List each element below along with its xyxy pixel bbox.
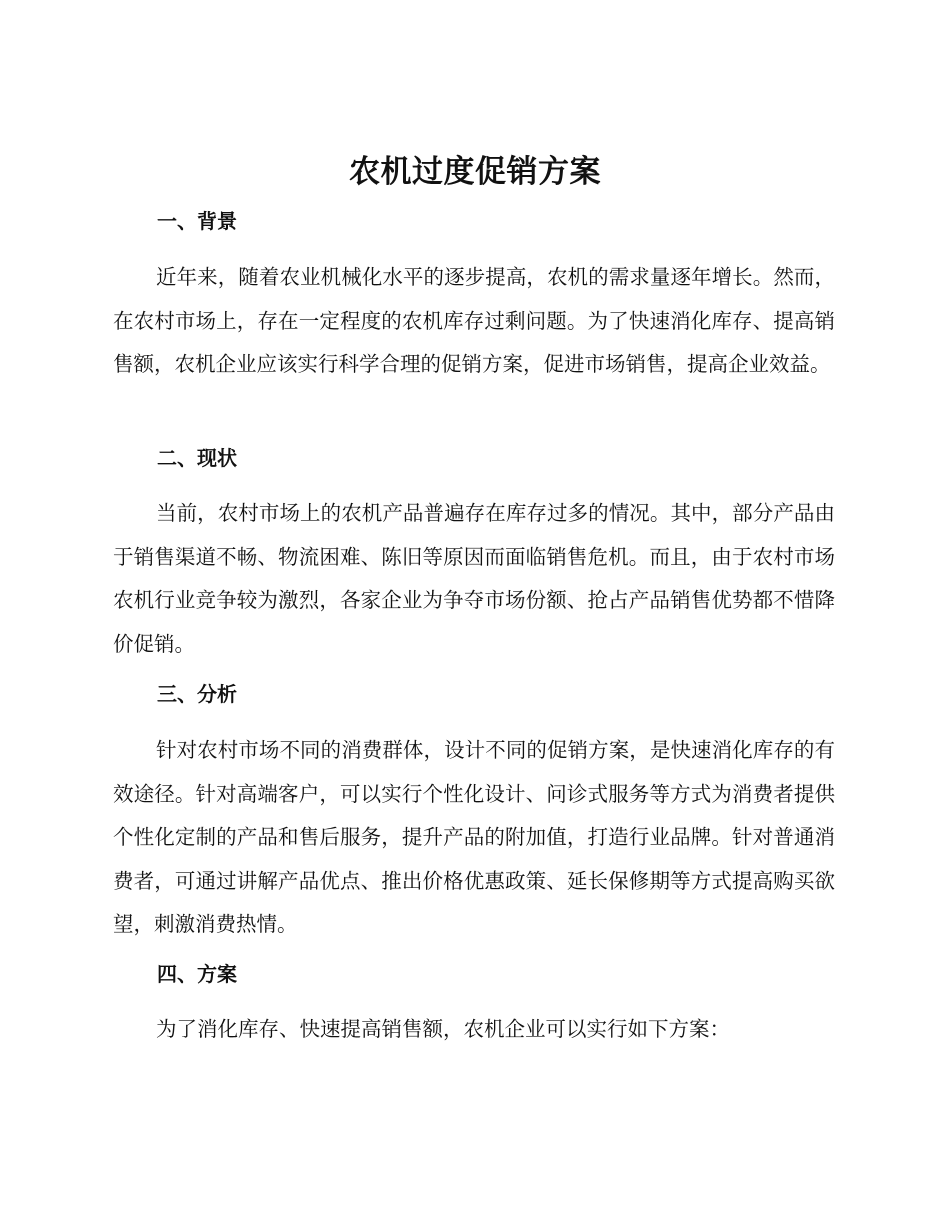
section-heading-analysis: 三、分析 bbox=[157, 682, 237, 706]
document-title: 农机过度促销方案 bbox=[349, 154, 601, 190]
section-paragraph-analysis: 针对农村市场不同的消费群体，设计不同的促销方案，是快速消化库存的有效途径。针对高端客户，可以实行个性化设计、问诊式服务等方式为消费者提供个性化定制的产品和售后服务，提升产品的附加值，打造行业品牌。针对普通消费者，可通过讲解产品优点、推出价格优惠政策、延长保修期等方式提高购买欲望，刺激消费热情。 bbox=[113, 738, 835, 936]
section-heading-plan: 四、方案 bbox=[157, 962, 237, 986]
section-paragraph-status: 当前，农村市场上的农机产品普遍存在库存过多的情况。其中，部分产品由于销售渠道不畅、物流困难、陈旧等原因而面临销售危机。而且，由于农村市场农机行业竞争较为激烈，各家企业为争夺市场份额、抢占产品销售优势都不惜降价促销。 bbox=[113, 501, 835, 656]
section-heading-background: 一、背景 bbox=[157, 209, 237, 233]
section-heading-status: 二、现状 bbox=[157, 446, 237, 470]
section-paragraph-plan: 为了消化库存、快速提高销售额，农机企业可以实行如下方案： bbox=[156, 1017, 730, 1041]
section-paragraph-background: 近年来，随着农业机械化水平的逐步提高，农机的需求量逐年增长。然而，在农村市场上，存在一定程度的农机库存过剩问题。为了快速消化库存、提高销售额，农机企业应该实行科学合理的促销方案，促进市场销售，提高企业效益。 bbox=[113, 265, 835, 376]
